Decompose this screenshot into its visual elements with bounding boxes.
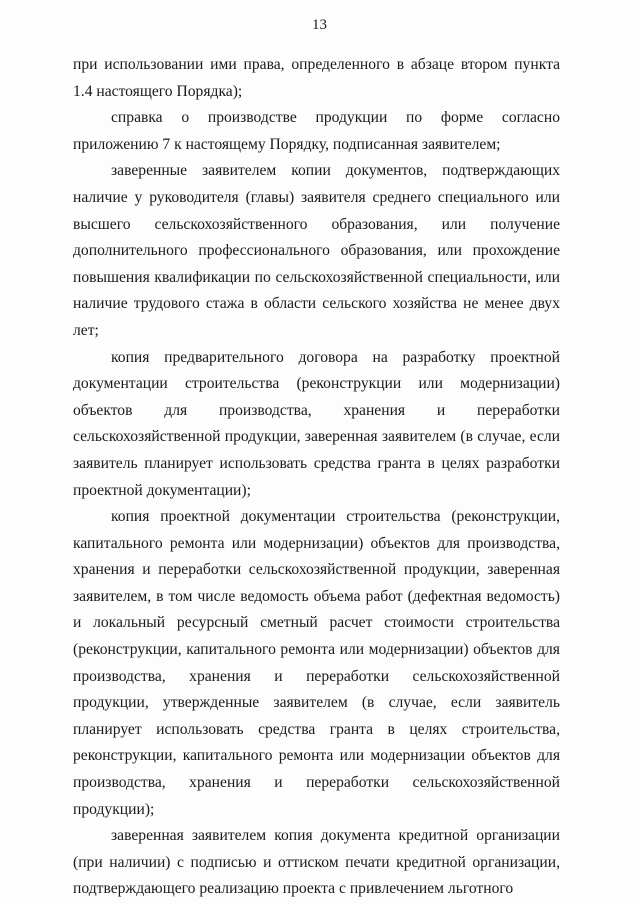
paragraph-project-documentation: копия проектной документации строительства (реконструкции, капитального ремонта или модернизации) объектов для производства, хранения и переработки сельскохозяйственной продукции, заверенная заявителем, в том числе ведомость объема работ (дефектная ведомость) и локальный ресурсный сметный расчет стоимости строительства (реконструкции, капитального ремонта или модернизации) объектов для производства, хранения и переработки сельскохозяйственной продукции, утвержденные заявителем (в случае, если заявитель планирует использовать средства гранта в целях строительства, реконструкции, капитального ремонта или модернизации объектов для производства, хранения и переработки сельскохозяйственной продукции);	[73, 508, 560, 818]
paragraph-credit-organization-document: заверенная заявителем копия документа кредитной организации (при наличии) с подписью и оттиском печати кредитной организации, подтверждающего реализацию проекта с привлечением льготного	[73, 827, 560, 898]
document-body	[73, 52, 560, 903]
paragraph-preliminary-contract: копия предварительного договора на разработку проектной документации строительства (реконструкции или модернизации) объектов для производства, хранения и переработки сельскохозяйственной продукции, заверенная заявителем (в случае, если заявитель планирует использовать средства гранта в целях разработки проектной документации);	[73, 348, 560, 499]
page-number: 13	[312, 17, 327, 33]
paragraph-education-documents: заверенные заявителем копии документов, подтверждающих наличие у руководителя (главы) заявителя среднего специального или высшего сельскохозяйственного образования, или получение дополнительного профессионального образования, или прохождение повышения квалификации по сельскохозяйственной специальности, или наличие трудового стажа в области сельского хозяйства не менее двух лет;	[73, 162, 560, 339]
paragraph-production-certificate: справка о производстве продукции по форме согласно приложению 7 к настоящему Порядку, подписанная заявителем;	[73, 109, 560, 153]
paragraph-continuation: при использовании ими права, определенного в абзаце втором пункта 1.4 настоящего Порядка);	[73, 56, 560, 100]
